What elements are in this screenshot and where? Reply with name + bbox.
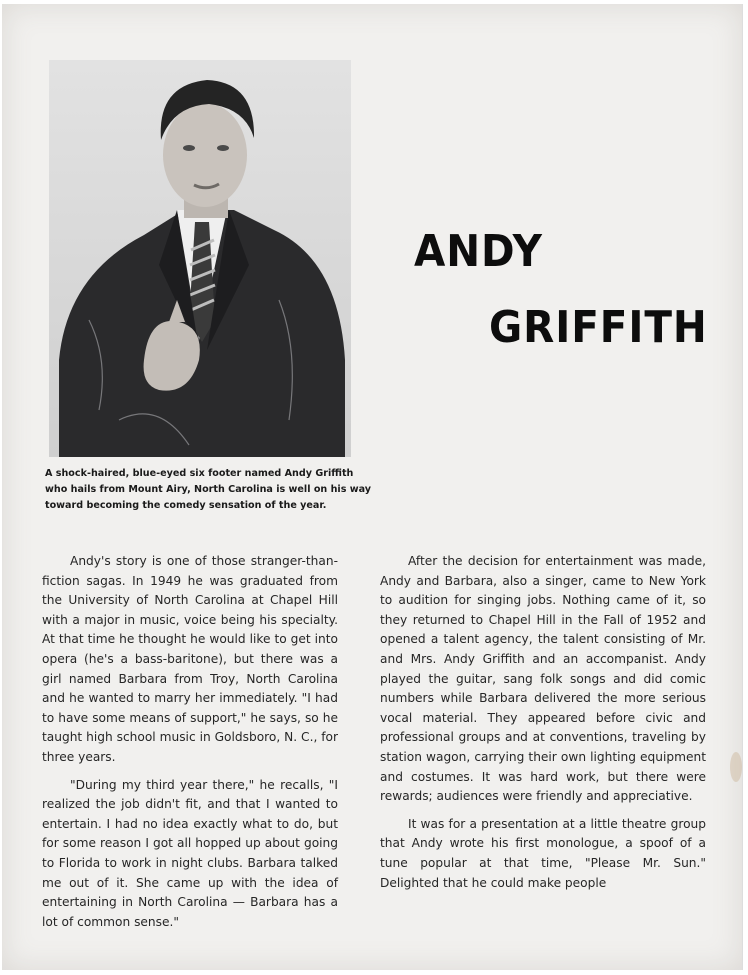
article-column-right (380, 552, 706, 901)
headline-last-name: GRIFFITH (489, 302, 708, 353)
photo-caption: A shock-haired, blue-eyed six footer named Andy Griffith who hails from Mount Airy, North Carolina is well on his way toward becoming the comedy sensation of the year. (45, 468, 372, 511)
paper-page (2, 4, 743, 970)
paragraph: "During my third year there," he recalls, "I realized the job didn't fit, and that I wanted to entertain. I had no idea exactly what to do, but for some reason I got all hopped up about going to Florida to work in night clubs. Barbara talked me out of it. She came up with the idea of entertaining in North Carolina — Barbara has a lot of common sense." (42, 777, 338, 929)
paragraph: Andy's story is one of those stranger-than-fiction sagas. In 1949 he was graduated from the University of North Carolina at Chapel Hill with a major in music, voice being his specialty. At that time he thought he would like to get into opera (he's a bass-baritone), but there was a girl named Barbara from Troy, North Carolina and he wanted to marry her immediately. "I had to have some means of support," he says, so he taught high school music in Goldsboro, N. C., for three years. (42, 554, 338, 764)
paragraph: After the decision for entertainment was made, Andy and Barbara, also a singer, came to New York to audition for singing jobs. Nothing came of it, so they returned to Chapel Hill in the Fall of 1952 and opened a talent agency, the talent consisting of Mr. and Mrs. Andy Griffith and an accompanist. Andy played the guitar, sang folk songs and did comic numbers while Barbara delivered the more serious vocal material. They appeared before civic and professional groups and at conventions, traveling by station wagon, carrying their own lighting equipment and costumes. It was hard work, but there were rewards; audiences were friendly and appreciative. (380, 554, 706, 804)
portrait-photo-icon (49, 60, 351, 457)
portrait-photo (49, 60, 351, 457)
paper-stain (730, 752, 742, 782)
headline-first-name: ANDY (414, 226, 543, 277)
article-column-left (42, 552, 338, 940)
paragraph: It was for a presentation at a little theatre group that Andy wrote his first monologue, a spoof of a tune popular at that time, "Please Mr. Sun." Delighted that he could make people (380, 816, 706, 890)
